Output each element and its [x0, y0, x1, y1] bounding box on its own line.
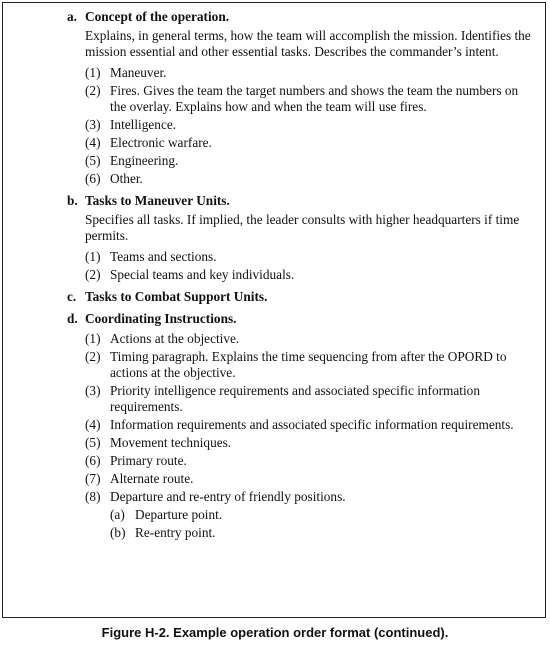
section-letter: a.: [67, 9, 77, 24]
list-item: [85, 171, 537, 187]
section-heading: [67, 289, 537, 305]
list-item: [85, 249, 537, 265]
section-heading: [67, 9, 537, 25]
list-item: [85, 135, 537, 151]
list-item: [85, 453, 537, 469]
item-number: (8): [85, 489, 101, 504]
section-letter: c.: [67, 289, 77, 304]
list-item: [85, 153, 537, 169]
item-number: (3): [85, 383, 101, 398]
section-description: Specifies all tasks. If implied, the leader consults with higher headquarters if time permits.: [85, 212, 520, 243]
list-item: [85, 435, 537, 451]
item-text: Alternate route.: [110, 471, 194, 486]
item-number: (4): [85, 417, 101, 432]
item-number: (2): [85, 349, 101, 364]
item-number: (1): [85, 65, 101, 80]
list-item: [85, 117, 537, 133]
item-text: Departure and re-entry of friendly positions.: [110, 489, 346, 504]
item-text: Movement techniques.: [110, 435, 232, 450]
item-text: Primary route.: [110, 453, 187, 468]
item-number: (6): [85, 453, 101, 468]
section-d: [67, 311, 537, 541]
section-heading: [67, 193, 537, 209]
item-text: Actions at the objective.: [110, 331, 240, 346]
item-text: Special teams and key individuals.: [110, 267, 295, 282]
item-text: Maneuver.: [110, 65, 167, 80]
list-item: [85, 417, 537, 433]
item-number: (3): [85, 117, 101, 132]
item-number: (5): [85, 153, 101, 168]
section-c: [67, 289, 537, 305]
document-frame: [2, 2, 546, 618]
item-text: Timing paragraph. Explains the time sequencing from after the OPORD to actions at the objective.: [110, 349, 507, 380]
item-number: (1): [85, 249, 101, 264]
list-item: [85, 331, 537, 347]
sub-item-text: Re-entry point.: [135, 525, 216, 540]
list-item: [85, 383, 537, 415]
section-title: Concept of the operation.: [85, 9, 230, 24]
section-title: Coordinating Instructions.: [85, 311, 237, 326]
item-number: (2): [85, 267, 101, 282]
item-text: Teams and sections.: [110, 249, 217, 264]
item-text: Intelligence.: [110, 117, 177, 132]
item-text: Priority intelligence requirements and associated specific information requirements.: [110, 383, 480, 414]
item-number: (4): [85, 135, 101, 150]
sub-list-item: [110, 525, 537, 541]
item-number: (6): [85, 171, 101, 186]
sub-list-item: [110, 507, 537, 523]
list-item: [85, 83, 537, 115]
list-item: [85, 471, 537, 487]
figure-caption: Figure H-2. Example operation order format (continued).: [101, 625, 449, 640]
section-title: Tasks to Maneuver Units.: [85, 193, 230, 208]
item-text: Information requirements and associated specific information requirements.: [110, 417, 514, 432]
section-heading: [67, 311, 537, 327]
section-letter: d.: [67, 311, 78, 326]
list-item: [85, 489, 537, 505]
item-number: (7): [85, 471, 101, 486]
list-item: [85, 349, 537, 381]
section-a: [67, 9, 537, 187]
item-text: Fires. Gives the team the target numbers and shows the team the numbers on the overlay. Explains how and when the team will use fires.: [110, 83, 519, 114]
sub-item-text: Departure point.: [135, 507, 223, 522]
document-body: [67, 9, 537, 541]
item-text: Engineering.: [110, 153, 179, 168]
section-description: Explains, in general terms, how the team will accomplish the mission. Identifies the mission essential and other essential tasks. Describes the commander’s intent.: [85, 28, 531, 59]
sub-item-number: (a): [110, 507, 125, 522]
item-text: Other.: [110, 171, 143, 186]
section-b: [67, 193, 537, 283]
list-item: [85, 267, 537, 283]
item-number: (5): [85, 435, 101, 450]
section-letter: b.: [67, 193, 78, 208]
section-title: Tasks to Combat Support Units.: [85, 289, 268, 304]
item-text: Electronic warfare.: [110, 135, 212, 150]
item-number: (2): [85, 83, 101, 98]
sub-item-number: (b): [110, 525, 126, 540]
item-number: (1): [85, 331, 101, 346]
list-item: [85, 65, 537, 81]
